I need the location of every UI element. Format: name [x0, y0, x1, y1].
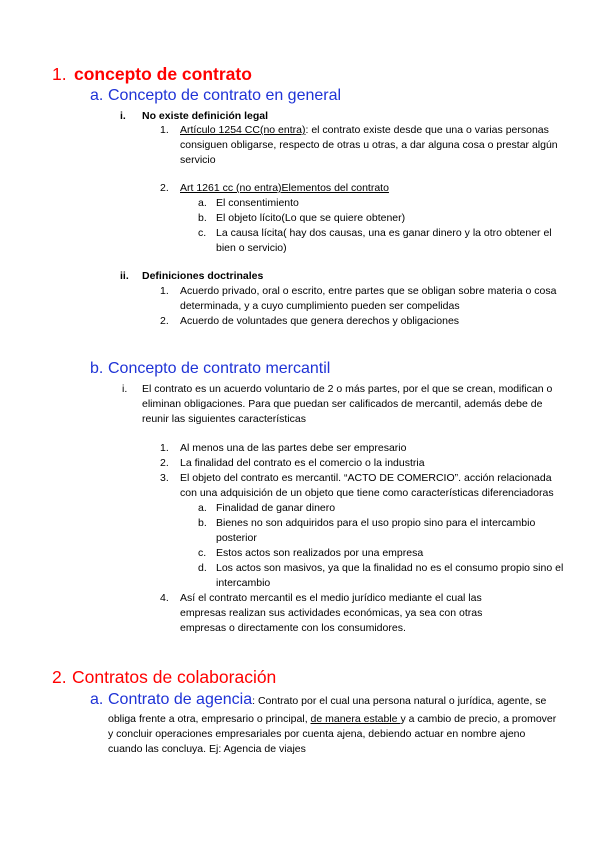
mercantile-intro-line: reunir las siguientes características: [142, 413, 306, 425]
list-item-number: 2.: [160, 182, 169, 194]
list-item-number: 1.: [160, 124, 169, 136]
sublist-label: b.: [198, 212, 207, 224]
subcharacteristic-a: Finalidad de ganar dinero: [216, 502, 336, 514]
sublist-label: a.: [198, 197, 207, 209]
agency-stable-underlined: de manera estable: [310, 713, 401, 725]
section-2-title: Contratos de colaboración: [72, 667, 277, 687]
agency-contract-line-2: [108, 711, 556, 727]
subcharacteristic-b-continuation: posterior: [216, 532, 257, 544]
characteristic-4: Así el contrato mercantil es el medio jurídico mediante el cual las: [180, 592, 482, 604]
article-1254-text: : el contrato existe desde que una o varias personas: [305, 124, 549, 136]
sublist-label: d.: [198, 562, 207, 574]
subcharacteristic-d: Los actos son masivos, ya que la finalidad no es el consumo propio sino el: [216, 562, 564, 574]
mercantile-intro-line: eliminan obligaciones. Para que puedan ser calificados de mercantil, además debe de: [142, 398, 543, 410]
section-1a-label: a.: [90, 87, 104, 104]
characteristic-1: Al menos una de las partes debe ser empresario: [180, 442, 407, 454]
list-item-art1254: [180, 122, 549, 138]
element-consent: El consentimiento: [216, 197, 299, 209]
element-cause-continuation: bien o servicio): [216, 242, 287, 254]
subcharacteristic-b: Bienes no son adquiridos para el uso propio sino para el intercambio: [216, 517, 536, 529]
agency-contract-title: Contrato de agencia: [108, 691, 253, 708]
roman-i-label: i.: [120, 110, 126, 122]
list-item-number: 3.: [160, 472, 169, 484]
characteristic-4-continuation: empresas realizan sus actividades económicas, ya sea con otras: [180, 607, 483, 619]
subcharacteristic-d-continuation: intercambio: [216, 577, 271, 589]
list-item-number: 4.: [160, 592, 169, 604]
agency-contract-text: : Contrato por el cual una persona natural o jurídica, agente, se: [252, 695, 547, 707]
section-2a-label: a.: [90, 691, 104, 708]
roman-i-label: i.: [122, 383, 128, 395]
list-item-number: 1.: [160, 442, 169, 454]
section-1b-label: b.: [90, 360, 104, 377]
doctrinal-definition-2: Acuerdo de voluntades que genera derechos y obligaciones: [180, 315, 460, 327]
characteristic-3: El objeto del contrato es mercantil. “ACTO DE COMERCIO”. acción relacionada: [180, 472, 552, 484]
list-item-number: 2.: [160, 457, 169, 469]
agency-text-part: obliga frente a otra, empresario o principal,: [108, 713, 311, 725]
article-1254-continuation: consiguen obligarse, respecto de otras u otras, a dar alguna cosa o prestar algún: [180, 139, 558, 151]
sublist-label: c.: [198, 227, 207, 239]
article-1254-reference: Artículo 1254 CC(no entra): [180, 124, 306, 136]
heading-no-legal-definition: No existe definición legal: [142, 110, 269, 122]
agency-text-part: y a cambio de precio, a promover: [400, 713, 557, 725]
sublist-label: b.: [198, 517, 207, 529]
section-1-title: concepto de contrato: [74, 64, 252, 84]
section-1-number: 1.: [52, 64, 67, 84]
subcharacteristic-c: Estos actos son realizados por una empresa: [216, 547, 424, 559]
agency-contract-line-4: cuando las concluya. Ej: Agencia de viajes: [108, 743, 306, 755]
element-cause: La causa lícita( hay dos causas, una es ganar dinero y la otro obtener el: [216, 227, 552, 239]
doctrinal-definition-1-continuation: determinada, y a cuyo cumplimiento pueden ser compelidas: [180, 300, 460, 312]
mercantile-intro-line: El contrato es un acuerdo voluntario de 2 o más partes, por el que se crean, modifican o: [142, 383, 553, 395]
section-2-number: 2.: [52, 667, 67, 687]
heading-doctrinal-definitions: Definiciones doctrinales: [142, 270, 264, 282]
agency-contract-line-3: y concluir operaciones empresariales por cuenta ajena, debiendo actuar en nombre ajeno: [108, 728, 526, 740]
section-1a-title: Concepto de contrato en general: [108, 87, 342, 104]
article-1254-continuation: servicio: [180, 154, 216, 166]
agency-contract-line-1: [108, 691, 546, 709]
sublist-label: c.: [198, 547, 207, 559]
characteristic-4-continuation: empresas o directamente con los consumidores.: [180, 622, 406, 634]
roman-ii-label: ii.: [120, 270, 129, 282]
element-object: El objeto lícito(Lo que se quiere obtener): [216, 212, 406, 224]
sublist-label: a.: [198, 502, 207, 514]
characteristic-3-continuation: con una adquisición de un objeto que tiene como características diferenciadoras: [180, 487, 554, 499]
list-item-number: 1.: [160, 285, 169, 297]
doctrinal-definition-1: Acuerdo privado, oral o escrito, entre partes que se obligan sobre materia o cosa: [180, 285, 557, 297]
characteristic-2: La finalidad del contrato es el comercio o la industria: [180, 457, 425, 469]
section-1b-title: Concepto de contrato mercantil: [108, 360, 331, 377]
article-1261-reference: Art 1261 cc (no entra)Elementos del contrato: [180, 182, 389, 194]
list-item-number: 2.: [160, 315, 169, 327]
